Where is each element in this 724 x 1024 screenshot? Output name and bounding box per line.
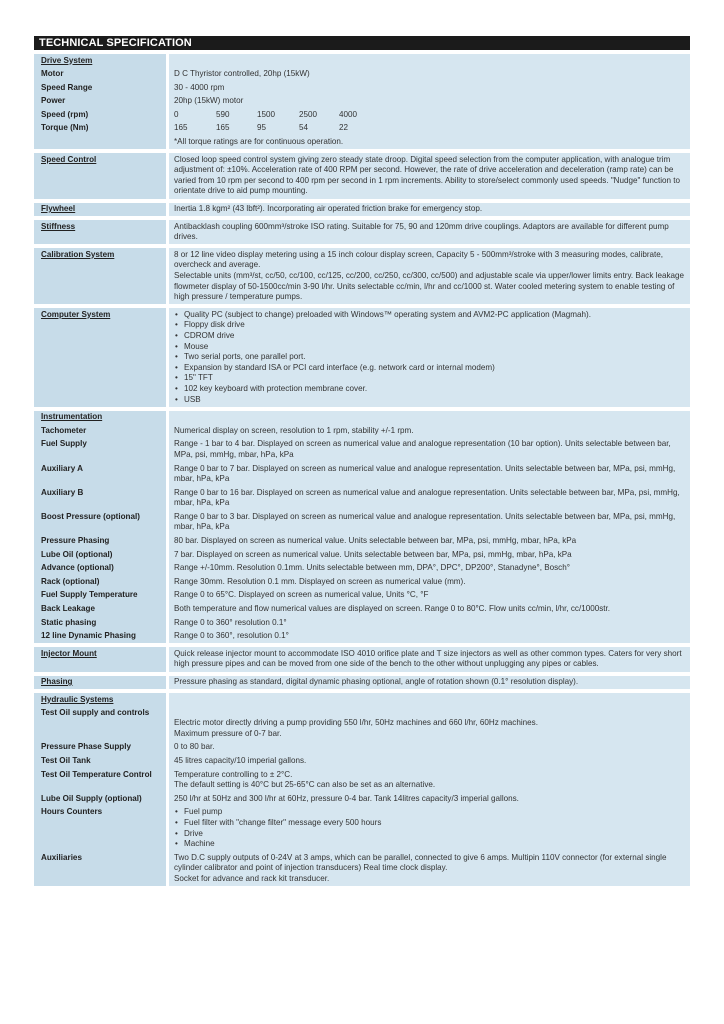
speed-value: 0 — [174, 109, 179, 119]
specification-sheet — [34, 36, 690, 886]
spec-label: Back Leakage — [34, 603, 169, 617]
section-heading-drive-system: Drive System — [34, 50, 169, 68]
spec-row — [34, 754, 690, 768]
drive-system-header-row — [34, 50, 690, 68]
list-item: • Quality PC (subject to change) preloaded with Windows™ operating system and AVM2-PC application (Magmah). — [184, 310, 687, 321]
spec-value: Closed loop speed control system giving zero steady state droop. Digital speed selection from the computer application, with analogue trim adjustment of: ±10%. Acceleration rate of 400 RPM per second. However, the rate of drive acceleration and deceleration (ramp rate) can be varied from 10 rpm per second to 400 rpm per second in 1 rpm increments. Ability to store/select commonly used speeds. "Nudge" function to orientate drive to aid pump mounting. — [169, 149, 690, 198]
phasing-row — [34, 672, 690, 690]
spec-value: Quick release injector mount to accommodate ISO 4010 orifice plate and T size injectors as well as other common types. Caters for very short high pressure pipes and can be moved from one side of the bench to the other without unplugging any pipes or cables. — [169, 643, 690, 671]
list-item: • 102 key keyboard with protection membrane cover. — [184, 384, 687, 395]
section-heading-hydraulic-systems: Hydraulic Systems — [34, 689, 169, 707]
spec-label: Fuel Supply — [34, 438, 169, 462]
spec-label: Boost Pressure (optional) — [34, 510, 169, 534]
spec-label: Power — [34, 95, 169, 109]
section-heading-phasing: Phasing — [34, 672, 169, 690]
spec-label: Auxiliary B — [34, 486, 169, 510]
list-item: • Fuel filter with "change filter" message every 500 hours — [184, 818, 687, 829]
spec-value: Range 0 to 360° resolution 0.1° — [169, 616, 690, 630]
spec-label: Advance (optional) — [34, 562, 169, 576]
speed-value: 4000 — [339, 109, 358, 119]
spec-row — [34, 575, 690, 589]
spec-row — [34, 486, 690, 510]
torque-row — [34, 122, 690, 149]
speed-rpm-row — [34, 108, 690, 122]
instrumentation-header-row — [34, 407, 690, 425]
spec-value: Range 30mm. Resolution 0.1 mm. Displayed on screen as numerical value (mm). — [169, 575, 690, 589]
spec-value: D C Thyristor controlled, 20hp (15kW) — [169, 68, 690, 82]
calibration-row — [34, 244, 690, 304]
list-item: • Two serial ports, one parallel port. — [184, 352, 687, 363]
spec-value: Range 0 bar to 16 bar. Displayed on screen as numerical value and analogue representation. Units selectable between bar, MPa, psi, mmHg, mbar, hPa, kPa — [169, 486, 690, 510]
spec-value: Range 0 bar to 7 bar. Displayed on screen as numerical value and analogue representation. Units selectable between bar, MPa, psi, mmHg, mbar, hPa, kPa — [169, 462, 690, 486]
section-heading-injector-mount: Injector Mount — [34, 643, 169, 671]
section-heading-calibration: Calibration System — [34, 244, 169, 304]
speed-rpm-values — [169, 108, 690, 122]
torque-note: *All torque ratings are for continuous operation. — [174, 137, 344, 147]
spec-value: Inertia 1.8 kgm² (43 lbft²). Incorporating air operated friction brake for emergency stop. — [169, 199, 690, 217]
spec-value: Numerical display on screen, resolution to 1 rpm, stability +/-1 rpm. — [169, 424, 690, 438]
spec-label: Auxiliary A — [34, 462, 169, 486]
spec-value: 30 - 4000 rpm — [169, 81, 690, 95]
spec-label: Static phasing — [34, 616, 169, 630]
section-heading-flywheel: Flywheel — [34, 199, 169, 217]
spec-row — [34, 792, 690, 806]
spec-value: Antibacklash coupling 600mm³/stroke ISO rating. Suitable for 75, 90 and 120mm drive couplings. Adaptors are available for different pump drives. — [169, 216, 690, 244]
torque-value: 165 — [174, 123, 188, 133]
speed-value: 1500 — [257, 109, 276, 119]
spec-label: Test Oil supply and controls — [34, 707, 169, 741]
torque-value: 22 — [339, 123, 349, 133]
flywheel-row — [34, 199, 690, 217]
spec-label: Speed (rpm) — [34, 108, 169, 122]
spec-value: Range 0 to 65°C. Displayed on screen as numerical value, Units °C, °F — [169, 589, 690, 603]
spec-value: 7 bar. Displayed on screen as numerical value. Units selectable between bar, MPa, psi, mmHg, mbar, hPa, kPa — [169, 548, 690, 562]
torque-values — [169, 122, 690, 149]
spec-value-line: Socket for advance and rack kit transducer. — [174, 873, 330, 883]
spec-label: 12 line Dynamic Phasing — [34, 630, 169, 644]
spec-value: 20hp (15kW) motor — [169, 95, 690, 109]
spec-value-line: Maximum pressure of 0-7 bar. — [174, 728, 282, 738]
spec-row — [34, 603, 690, 617]
spec-label: Fuel Supply Temperature — [34, 589, 169, 603]
torque-value: 165 — [216, 123, 230, 133]
list-item: • Expansion by standard ISA or PCI card interface (e.g. network card or internal modem) — [184, 363, 687, 374]
list-item: • Floppy disk drive — [184, 320, 687, 331]
spec-row — [34, 589, 690, 603]
calibration-value — [169, 244, 690, 304]
speed-control-row — [34, 149, 690, 198]
spec-row — [34, 535, 690, 549]
list-item: • Fuel pump — [184, 807, 687, 818]
spec-row — [34, 562, 690, 576]
page-title: TECHNICAL SPECIFICATION — [34, 36, 690, 50]
calibration-paragraph: Selectable units (mm³/st, cc/50, cc/100, cc/125, cc/200, cc/250, cc/300, cc/500) and adjustable scale via upper/lower limits entry. Back leakage flowmeter display of 50-1500cc/min 3-90 l/hr. Units selectable cc/min, l/hr and cc/1000 st. Water cooled metering system to enable testing of high pressure / temperature pumps. — [174, 271, 685, 302]
spec-value-line: Electric motor directly driving a pump providing 550 l/hr, 50Hz machines and 660 l/hr, 60Hz machines. — [174, 718, 538, 728]
spec-value — [169, 707, 690, 741]
spec-label: Torque (Nm) — [34, 122, 169, 149]
torque-value: 95 — [257, 123, 267, 133]
spec-row — [34, 95, 690, 109]
spec-label: Test Oil Temperature Control — [34, 768, 169, 792]
calibration-paragraph: 8 or 12 line video display metering using a 15 inch colour display screen, Capacity 5 - 500mm³/stroke with 3 measuring modes, calibrate, overcheck and average. — [174, 249, 664, 270]
spec-value: Both temperature and flow numerical values are displayed on screen. Range 0 to 80°C. Flow units cc/min, l/hr, cc/1000str. — [169, 603, 690, 617]
spec-row — [34, 768, 690, 792]
spec-label: Tachometer — [34, 424, 169, 438]
spec-value: Range - 1 bar to 4 bar. Displayed on screen as numerical value and analogue representation (10 bar option). Units selectable between bar, MPa, psi, mmHg, mbar, hPa, kPa — [169, 438, 690, 462]
spec-value: 250 l/hr at 50Hz and 300 l/hr at 60Hz, pressure 0-4 bar. Tank 14litres capacity/3 imperial gallons. — [169, 792, 690, 806]
spec-row — [34, 462, 690, 486]
computer-system-row — [34, 304, 690, 406]
torque-value: 54 — [299, 123, 309, 133]
spec-value: Pressure phasing as standard, digital dynamic phasing optional, angle of rotation shown (0.1° resolution display). — [169, 672, 690, 690]
list-item: • CDROM drive — [184, 331, 687, 342]
spec-value-line: The default setting is 40°C but 25-65°C can also be set as an alternative. — [174, 780, 436, 790]
stiffness-row — [34, 216, 690, 244]
spec-row — [34, 438, 690, 462]
spec-label: Lube Oil (optional) — [34, 548, 169, 562]
list-item: • Drive — [184, 829, 687, 840]
spec-label: Rack (optional) — [34, 575, 169, 589]
list-item: • Mouse — [184, 342, 687, 353]
hydraulic-header-row — [34, 689, 690, 707]
speed-value: 2500 — [299, 109, 318, 119]
spec-row — [34, 630, 690, 644]
spec-value: 45 litres capacity/10 imperial gallons. — [169, 754, 690, 768]
spec-value: 80 bar. Displayed on screen as numerical value. Units selectable between bar, MPa, psi, mmHg, mbar, hPa, kPa — [169, 535, 690, 549]
spec-value-line: Two D.C supply outputs of 0-24V at 3 amps, which can be parallel, connected to give 6 amps. Multipin 110V connector (for external single cylinder calibrator and point of injection transducers) Real time clock display. — [174, 852, 667, 873]
spec-label: Auxiliaries — [34, 851, 169, 886]
spec-value: Range 0 to 360°, resolution 0.1° — [169, 630, 690, 644]
spec-label: Speed Range — [34, 81, 169, 95]
spec-label: Hours Counters — [34, 806, 169, 851]
spec-table — [34, 50, 690, 886]
spec-value: 0 to 80 bar. — [169, 741, 690, 755]
list-item: • USB — [184, 395, 687, 406]
spec-value — [169, 851, 690, 886]
spec-row — [34, 851, 690, 886]
section-heading-instrumentation: Instrumentation — [34, 407, 169, 425]
spec-label: Pressure Phase Supply — [34, 741, 169, 755]
spec-row — [34, 68, 690, 82]
spec-label: Pressure Phasing — [34, 535, 169, 549]
spec-row — [34, 81, 690, 95]
spec-label: Motor — [34, 68, 169, 82]
spec-row — [34, 424, 690, 438]
spec-value: Range +/-10mm. Resolution 0.1mm. Units selectable between mm, DPA°, DPC°, DP200°, Stanadyne°, Bosch° — [169, 562, 690, 576]
spec-row — [34, 741, 690, 755]
list-item: • 15" TFT — [184, 373, 687, 384]
speed-value: 590 — [216, 109, 230, 119]
spec-label: Lube Oil Supply (optional) — [34, 792, 169, 806]
list-item: • Machine — [184, 839, 687, 850]
spec-row — [34, 510, 690, 534]
spec-row — [34, 548, 690, 562]
spec-row — [34, 806, 690, 851]
section-heading-speed-control: Speed Control — [34, 149, 169, 198]
section-heading-computer-system: Computer System — [34, 304, 169, 406]
spec-value-line: Temperature controlling to ± 2°C. — [174, 769, 293, 779]
hours-counters-list — [169, 806, 690, 851]
spec-row — [34, 707, 690, 741]
spec-label: Test Oil Tank — [34, 754, 169, 768]
section-heading-stiffness: Stiffness — [34, 216, 169, 244]
spec-row — [34, 616, 690, 630]
computer-system-list — [169, 304, 690, 406]
spec-value: Range 0 bar to 3 bar. Displayed on screen as numerical value and analogue representation. Units selectable between bar, MPa, psi, mmHg, mbar, hPa, kPa — [169, 510, 690, 534]
spec-value — [169, 768, 690, 792]
injector-mount-row — [34, 643, 690, 671]
